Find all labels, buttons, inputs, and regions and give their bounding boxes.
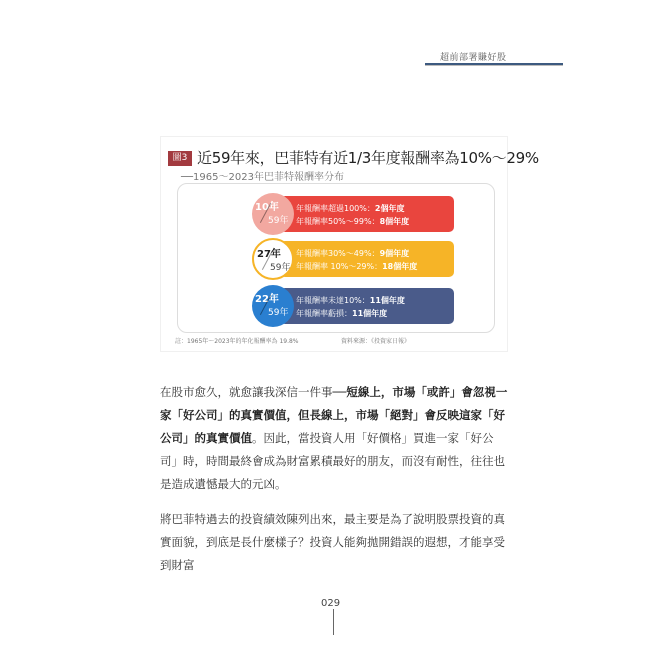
ratio-numerator: 10年 bbox=[255, 202, 279, 213]
figure-box bbox=[160, 136, 539, 352]
row-line-2: 年報酬率 10%～29%：18個年度 bbox=[296, 262, 418, 271]
figure-panel bbox=[177, 183, 495, 333]
row-line-2: 年報酬率虧損：11個年度 bbox=[296, 309, 388, 318]
body-paragraph-2 bbox=[160, 508, 510, 577]
row-bar bbox=[280, 241, 454, 277]
ratio-circle bbox=[252, 238, 294, 280]
ratio-circle bbox=[252, 193, 294, 235]
ratio-denominator: 59年 bbox=[268, 308, 289, 318]
return-row-low bbox=[178, 288, 496, 324]
ratio-numerator: 27年 bbox=[257, 249, 281, 260]
ratio-circle bbox=[252, 285, 294, 327]
ratio-denominator: 59年 bbox=[270, 263, 291, 273]
figure-source: 資料來源：《投資家日報》 bbox=[341, 338, 411, 345]
body-paragraph-1 bbox=[160, 381, 510, 496]
return-row-mid bbox=[178, 241, 496, 277]
ratio-denominator: 59年 bbox=[268, 216, 289, 226]
header-rule-thin bbox=[425, 65, 563, 66]
para1-seg-2: 短線上，市場「或許」會忽視一家「好公司」的真實價值，但長線上，市場「絕對」會反映這家「好公司」的真實價值 bbox=[160, 385, 508, 445]
row-line-1: 年報酬率未達10%：11個年度 bbox=[296, 296, 405, 305]
row-line-1: 年報酬率30%～49%：9個年度 bbox=[296, 249, 410, 258]
figure-title: 近59年來，巴菲特有近1/3年度報酬率為10%～29% bbox=[197, 149, 539, 167]
figure-note: 註：1965年～2023年的年化報酬率為 19.8% bbox=[175, 338, 299, 345]
ratio-numerator: 22年 bbox=[255, 294, 279, 305]
figure-badge: 圖3 bbox=[168, 151, 192, 166]
para2-text: 將巴菲特過去的投資績效陳列出來，最主要是為了說明股票投資的真實面貌，到底是長什麼樣子？投資人能夠拋開錯誤的遐想，才能享受到財富 bbox=[160, 512, 505, 572]
return-row-high bbox=[178, 196, 496, 232]
para1-seg-1: 在股市愈久，就愈讓我深信一件事── bbox=[160, 385, 347, 399]
figure-subtitle: ──1965～2023年巴菲特報酬率分布 bbox=[181, 172, 344, 183]
page-number-rule bbox=[333, 609, 334, 635]
page-number: 029 bbox=[321, 598, 341, 609]
para1-seg-3: 。因此，當投資人用「好價格」買進一家「好公司」時，時間最終會成為財富累積最好的朋友，而沒有耐性，往往也是造成遺憾最大的元凶。 bbox=[160, 431, 505, 491]
row-line-2: 年報酬率50%～99%：8個年度 bbox=[296, 217, 410, 226]
row-line-1: 年報酬率超過100%：2個年度 bbox=[296, 204, 405, 213]
row-bar bbox=[280, 288, 454, 324]
running-header: 超前部署賺好股 bbox=[440, 53, 507, 63]
row-bar bbox=[280, 196, 454, 232]
